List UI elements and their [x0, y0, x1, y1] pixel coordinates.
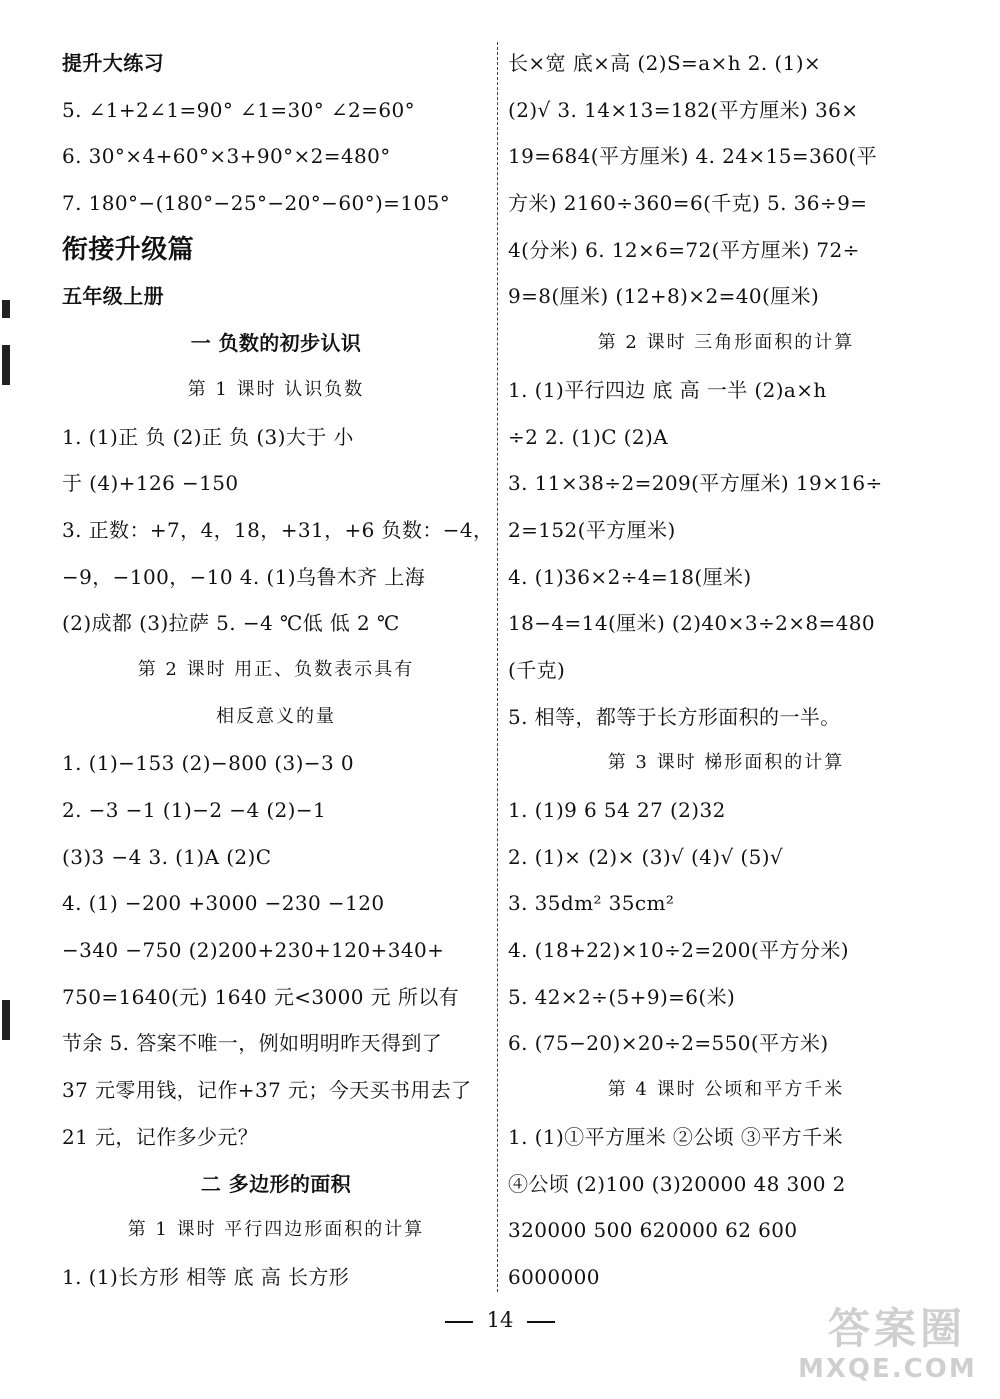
- section-heading: 衔接升级篇: [62, 234, 195, 265]
- section-heading: 第 1 课时 平行四边形面积的计算: [127, 1219, 425, 1241]
- answer-line: 320000 500 620000 62 600: [508, 1218, 798, 1243]
- answer-line: 4. (18+22)×10÷2=200(平方分米): [508, 938, 849, 963]
- answer-line: 750=1640(元) 1640 元<3000 元 所以有: [62, 984, 460, 1009]
- section-heading: 第 2 课时 用正、负数表示具有: [137, 658, 415, 680]
- answer-line: 1. (1)长方形 相等 底 高 长方形: [62, 1264, 350, 1289]
- section-heading: 第 4 课时 公顷和平方千米: [607, 1079, 845, 1101]
- answer-line: 4. (1)36×2÷4=18(厘米): [508, 564, 752, 589]
- answer-line: (2)√ 3. 14×13=182(平方厘米) 36×: [508, 97, 859, 122]
- answer-line: 1. (1)平行四边 底 高 一半 (2)a×h: [508, 377, 827, 402]
- answer-line: (3)3 −4 3. (1)A (2)C: [62, 844, 272, 869]
- answer-line: (2)成都 (3)拉萨 5. −4 ℃低 低 2 ℃: [62, 611, 400, 636]
- section-heading: 五年级上册: [62, 284, 164, 309]
- answer-line: 19=684(平方厘米) 4. 24×15=360(平: [508, 144, 877, 169]
- left-column: [62, 40, 494, 1301]
- answer-line: 37 元零用钱，记作+37 元；今天买书用去了: [62, 1078, 472, 1103]
- answer-line: 2. −3 −1 (1)−2 −4 (2)−1: [62, 798, 327, 822]
- answer-line: 于 (4)+126 −150: [62, 471, 239, 496]
- answer-line: 6000000: [508, 1264, 600, 1289]
- section-heading: 相反意义的量: [216, 705, 336, 727]
- answer-line: 5. 相等，都等于长方形面积的一半。: [508, 704, 841, 729]
- answer-line: 节余 5. 答案不唯一，例如明明昨天得到了: [62, 1031, 443, 1056]
- answer-line: 4. (1) −200 +3000 −230 −120: [62, 891, 385, 916]
- section-heading: 一 负数的初步认识: [190, 331, 362, 356]
- answer-line: 4(分米) 6. 12×6=72(平方厘米) 72÷: [508, 237, 860, 262]
- section-heading: 二 多边形的面积: [200, 1171, 352, 1196]
- answer-line: ④公顷 (2)100 (3)20000 48 300 2: [508, 1171, 846, 1196]
- answer-line: 1. (1)①平方厘米 ②公顷 ③平方千米: [508, 1124, 843, 1149]
- answer-line: 5. ∠1+2∠1=90° ∠1=30° ∠2=60°: [62, 97, 415, 122]
- section-heading: 第 3 课时 梯形面积的计算: [607, 752, 845, 774]
- scan-mark: [2, 345, 10, 385]
- answer-line: 2=152(平方厘米): [508, 517, 676, 542]
- answer-line: −9，−100，−10 4. (1)乌鲁木齐 上海: [62, 564, 426, 589]
- answer-line: 1. (1)正 负 (2)正 负 (3)大于 小: [62, 424, 354, 449]
- answer-line: −340 −750 (2)200+230+120+340+: [62, 938, 445, 963]
- answer-line: 6. 30°×4+60°×3+90°×2=480°: [62, 144, 391, 169]
- answer-line: 1. (1)−153 (2)−800 (3)−3 0: [62, 751, 354, 776]
- watermark-text: 答案圈: [828, 1304, 967, 1353]
- section-heading: 第 2 课时 三角形面积的计算: [597, 332, 855, 354]
- answer-line: 3. 正数：+7，4，18，+31，+6 负数：−4，: [62, 517, 494, 542]
- section-heading: 提升大练习: [62, 51, 164, 75]
- answer-line: 21 元，记作多少元？: [62, 1124, 259, 1149]
- answer-line: 7. 180°−(180°−25°−20°−60°)=105°: [62, 191, 451, 216]
- answer-line: 18−4=14(厘米) (2)40×3÷2×8=480: [508, 611, 876, 636]
- right-column: [508, 40, 944, 1301]
- answer-line: 6. (75−20)×20÷2=550(平方米): [508, 1031, 829, 1056]
- answer-line: ÷2 2. (1)C (2)A: [508, 424, 669, 449]
- scan-mark: [2, 1000, 10, 1040]
- answer-line: 3. 35dm² 35cm²: [508, 891, 675, 916]
- answer-line: 2. (1)× (2)× (3)√ (4)√ (5)√: [508, 844, 784, 869]
- answer-line: 长×宽 底×高 (2)S=a×h 2. (1)×: [508, 51, 822, 75]
- dash-right: [527, 1321, 555, 1323]
- scan-mark: [2, 300, 10, 318]
- page-number-text: 14: [486, 1308, 514, 1332]
- watermark-url: MXQE.COM: [798, 1354, 977, 1384]
- answer-line: 9=8(厘米) (12+8)×2=40(厘米): [508, 284, 820, 309]
- column-divider: [497, 42, 498, 1292]
- answer-line: 方米) 2160÷360=6(千克) 5. 36÷9=: [508, 191, 868, 216]
- answer-line: (千克): [508, 657, 566, 682]
- answer-line: 3. 11×38÷2=209(平方厘米) 19×16÷: [508, 471, 883, 496]
- answer-line: 5. 42×2÷(5+9)=6(米): [508, 984, 736, 1009]
- answer-line: 1. (1)9 6 54 27 (2)32: [508, 798, 726, 822]
- watermark-logo: [798, 1296, 988, 1391]
- section-heading: 第 1 课时 认识负数: [187, 378, 365, 400]
- dash-left: [445, 1321, 473, 1323]
